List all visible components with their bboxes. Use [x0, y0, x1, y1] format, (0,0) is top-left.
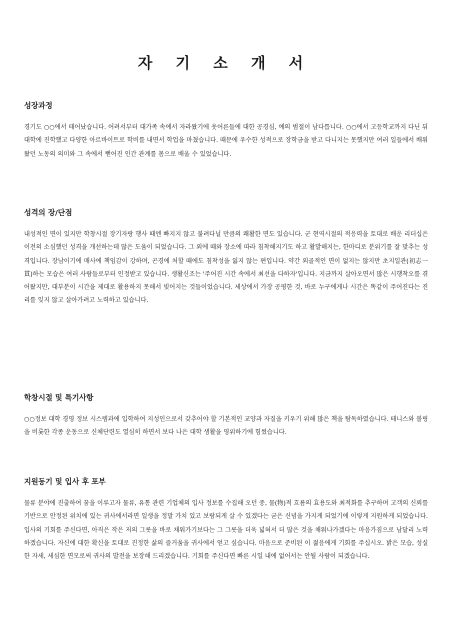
section-heading: 성장과정 — [24, 101, 53, 110]
section-growth — [24, 100, 428, 174]
section-body: 내성적인 면이 있지만 학창시절 장기자랑 행사 때엔 빠지지 않고 불려다닐 만큼의 쾌활한 면도 있습니다. 군 현역시절의 적응력을 토대로 배운 리더십은 이전의 소심했던 성격을 개선하는데 많은 도움이 되었습니다. 그 외에 때와 장소에 따라 침착해지기도 하고 활발해지는, 한마디로 분위기를 잘 맞추는 성격입니다. 장남이기에 매사에 책임감이 강하며, 곤경에 처할 때에도 침착성을 잃지 않는 편입니다. 약간 외골적인 면이 없지는 않지만 초지일관(初志一貫)하는 모습은 여러 사람들로부터 인정받고 있습니다. 생활신조는 '주어진 시간 속에서 최선을 다하자'입니다. 지금까지 살아오면서 많은 시행착오를 겪어왔지만, 대부분이 시간을 제대로 활용하지 못해서 빚어지는 것들이었습니다. 세상에서 가장 공평한 것, 바로 누구에게나 시간은 똑같이 주어진다는 진리를 잊지 않고 살아가려고 노력하고 있습니다. — [24, 231, 428, 305]
section-body: 경기도 ○○에서 태어났습니다. 어려서부터 대가족 속에서 자라왔기에 웃어른들에 대한 공경심, 예의 범절이 남다릅니다. ○○에서 고등학교까지 다닌 뒤 대학에 진학했고 다양한 아르바이트로 학비를 내면서 학업을 마쳤습니다. 때문에 우수한 성적으로 장학금을 받고 다니지는 못했지만 여러 일들에서 배워왔던 노동의 의미와 그 속에서 뻗어진 인간 관계를 몸으로 배울 수 있었습니다. — [24, 124, 428, 158]
section-body: ○○정보 대학 경영 정보 시스템과에 입학하여 지성인으로서 갖추어야 할 기본적인 교양과 자질을 키우기 위해 많은 책을 탐독하였습니다. 테니스와 볼링을 비롯한 각종 운동으로 신체단련도 열심히 하면서 보다 나은 대학 생활을 영위하기에 힘썼습니다. — [24, 416, 428, 437]
section-heading: 지원동기 및 입사 후 포부 — [24, 477, 106, 486]
section-school — [24, 392, 428, 453]
section-heading: 학창시절 및 특기사항 — [24, 393, 94, 402]
section-heading: 성격의 장/단점 — [24, 208, 73, 217]
section-personality — [24, 207, 428, 348]
document-title: 자 기 소 개 서 — [137, 54, 313, 72]
section-motivation — [24, 476, 428, 630]
section-body: 물류 분야에 진출하여 꿈을 이루고자 물류, 유통 관련 기업체의 입사 정보를 수집해 오던 중, 물(物)적 흐름의 효용도와 최적화를 추구하며 고객의 신뢰를 기반으로 안정된 위치에 있는 귀사에서라면 일생을 정말 가치 있고 보람되게 살 수 있겠다는 굳은 신념을 가지게 되었기에 이렇게 지원하게 되었습니다. 입사의 기회를 주신다면, 아직은 작은 저의 그릇을 바로 채워가기보다는 그 그릇을 더욱 넓혀서 더 많은 것을 채워나가겠다는 마음가짐으로 남달리 노력하겠습니다. 자신에 대한 확신을 토대로 진정한 삶의 즐거움을 귀사에서 얻고 싶습니다. 마음으로 준비된 이 젊음에게 기회를 주십시오. 밝은 모습, 성실한 자세, 세심한 면모로써 귀사의 발전을 보장해 드리겠습니다. 기회를 주신다면 빠른 시일 내에 없어서는 안될 사람이 되겠습니다. — [24, 500, 428, 561]
